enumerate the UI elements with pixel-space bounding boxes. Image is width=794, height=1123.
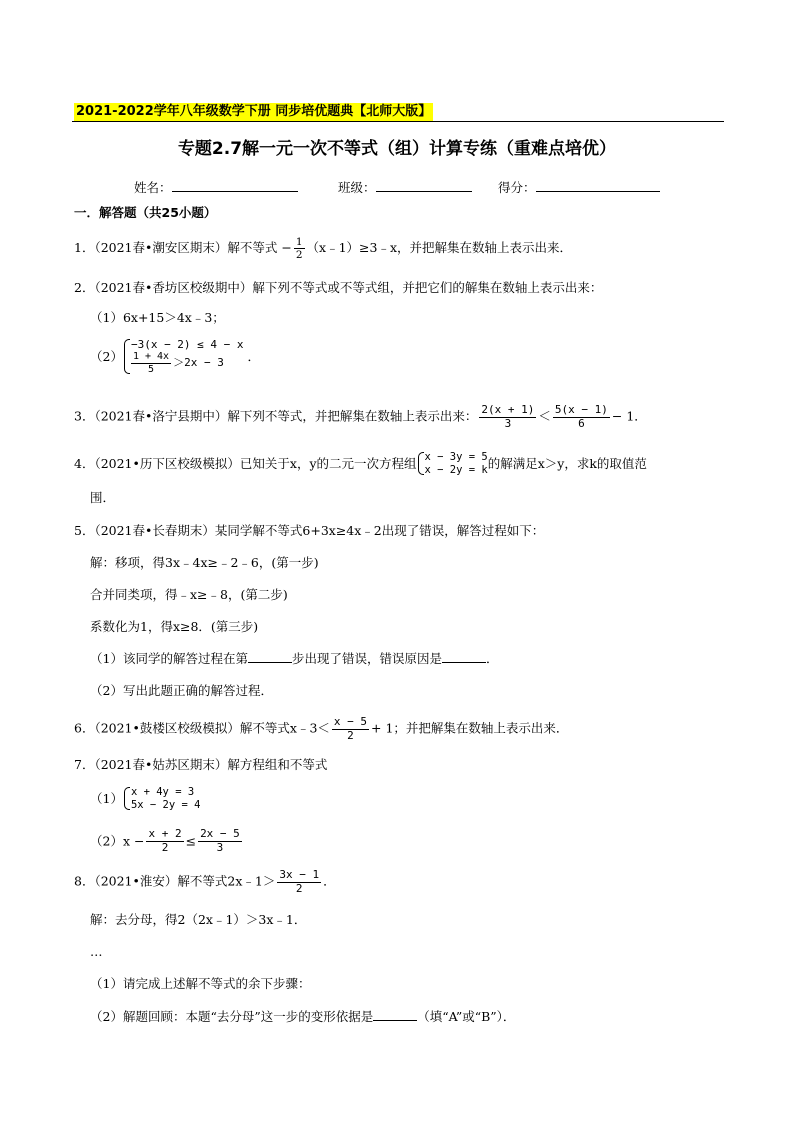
solution-step-1: 解：移项，得3x﹣4x≥﹣2﹣6，(第一步): [90, 555, 319, 570]
question-1: [74, 236, 572, 261]
question-text: 并把解集在数轴上表示出来．: [409, 240, 573, 256]
question-number: 7．: [74, 757, 95, 772]
fraction: $\frac{2x - 5}{3}$: [200, 827, 240, 854]
question-8-part-1: （1）请完成上述解不等式的余下步骤：: [90, 976, 311, 991]
series-banner: 2021-2022学年八年级数学下册 同步培优题典【北师大版】: [74, 103, 433, 121]
question-2-part-1: （1）6x+15＞4x﹣3；: [90, 310, 225, 325]
question-text: 解下列不等式，并把解集在数轴上表示出来：: [227, 408, 478, 424]
question-8: 8．（2021•淮安）解不等式2x﹣1＞ $\frac{3x - 1}{2}$ ．: [74, 868, 336, 895]
question-source: （2021春•潮安区期末）: [94, 240, 228, 256]
equation-system: x − 3y = 5 x − 2y = k: [417, 451, 488, 476]
class-label: 班级：: [338, 180, 376, 195]
question-text: 某同学解不等式6+3x≥4x﹣2出现了错误，解答过程如下：: [214, 523, 545, 538]
question-5: [74, 523, 544, 539]
solution-step-3: 系数化为1，得x≥8．(第三步): [90, 619, 259, 634]
question-number: 6．: [74, 720, 95, 736]
question-text: 解下列不等式或不等式组，并把它们的解集在数轴上表示出来：: [252, 280, 603, 295]
score-field: [498, 180, 660, 196]
solution-step-2: 合并同类项，得﹣x≥﹣8，(第二步): [90, 587, 288, 602]
question-source: （2021•历下区校级模拟）: [94, 455, 240, 471]
question-number: 3．: [74, 408, 95, 424]
question-7-part-2: （2）x − $\frac{x + 2}{2}$ ≤ $\frac{2x - 5}{3}$: [90, 827, 240, 854]
question-7: [74, 757, 327, 773]
question-6: [74, 716, 568, 742]
question-text: 解不等式x﹣3＜: [239, 720, 330, 736]
question-number: 8．: [74, 873, 95, 889]
answer-blank[interactable]: [442, 662, 486, 663]
question-5-part-2: （2）写出此题正确的解答过程．: [90, 683, 273, 698]
question-2-part-2: （2） −3(x − 2) ≤ 4 − x $\frac{1 + 4x}{5}$ ＞2x − 3 ．: [90, 338, 261, 375]
question-7-part-1: （1） x + 4y = 3 5x − 2y = 4: [90, 786, 201, 811]
score-label: 得分：: [498, 180, 536, 195]
fraction: $\frac{x + 2}{2}$: [148, 827, 182, 854]
name-label: 姓名：: [134, 180, 172, 195]
fraction: $\frac{2(x + 1)}{3}$: [481, 403, 535, 430]
question-text: 的解满足x＞y，求k的取值范: [487, 455, 647, 471]
question-number: 5．: [74, 523, 95, 538]
fraction: $\frac{x - 5}{2}$: [333, 715, 368, 742]
solution-step-1: 解：去分母，得2（2x﹣1）＞3x﹣1．: [90, 912, 307, 927]
question-source: （2021春•姑苏区期末）: [94, 757, 228, 772]
question-4-continuation: 围．: [90, 490, 116, 505]
question-text: + 1；并把解集在数轴上表示出来．: [371, 720, 569, 736]
question-3: 3．（2021春•洛宁县期中）解下列不等式，并把解集在数轴上表示出来： $\frac{2(x + 1)}{3}$ ＜ $\frac{5(x - 1)}{6}$ − 1．: [74, 403, 647, 430]
question-source: （2021•淮安）: [94, 873, 178, 889]
class-field: [338, 180, 472, 196]
equation-system: x + 4y = 3 5x − 2y = 4: [123, 786, 201, 811]
page-title: 专题2.7解一元一次不等式（组）计算专练（重难点培优）: [177, 139, 617, 159]
question-text: 已知关于x，y的二元一次方程组: [239, 455, 417, 471]
name-blank[interactable]: [172, 191, 298, 192]
class-blank[interactable]: [376, 191, 472, 192]
header-rule: [72, 121, 724, 122]
question-8-part-2: （2）解题回顾：本题“去分母”这一步的变形依据是 （填“A”或“B”）．: [90, 1009, 516, 1024]
question-number: 4．: [74, 455, 95, 471]
question-source: （2021春•香坊区校级期中）: [94, 280, 253, 295]
inequality-text: （x﹣1）≥3﹣x，: [306, 240, 410, 256]
question-2: [74, 280, 602, 296]
question-source: （2021•鼓楼区校级模拟）: [94, 720, 240, 736]
question-text: 解不等式 −: [227, 240, 292, 256]
question-number: 1．: [74, 240, 95, 256]
question-number: 2．: [74, 280, 95, 295]
inequality-system: −3(x − 2) ≤ 4 − x $\frac{1 + 4x}{5}$ ＞2x − 3: [123, 338, 244, 375]
section-heading: 一．解答题（共25小题）: [74, 205, 217, 220]
score-blank[interactable]: [536, 191, 660, 192]
question-source: （2021春•洛宁县期中）: [94, 408, 228, 424]
ellipsis: …: [90, 944, 103, 959]
question-5-part-1: （1）该同学的解答过程在第 步出现了错误，错误原因是 ．: [90, 651, 499, 666]
question-4: [74, 451, 647, 476]
name-field: [134, 180, 298, 196]
question-source: （2021春•长春期末）: [94, 523, 215, 538]
answer-blank[interactable]: [248, 662, 292, 663]
fraction: $\frac{5(x - 1)}{6}$: [554, 403, 608, 430]
fraction: $\frac{3x - 1}{2}$: [279, 868, 320, 895]
answer-blank[interactable]: [373, 1020, 417, 1021]
question-text: 解不等式2x﹣1＞: [177, 873, 276, 889]
fraction: $\frac{1}{2}$: [295, 236, 303, 262]
question-text: 解方程组和不等式: [227, 757, 328, 772]
